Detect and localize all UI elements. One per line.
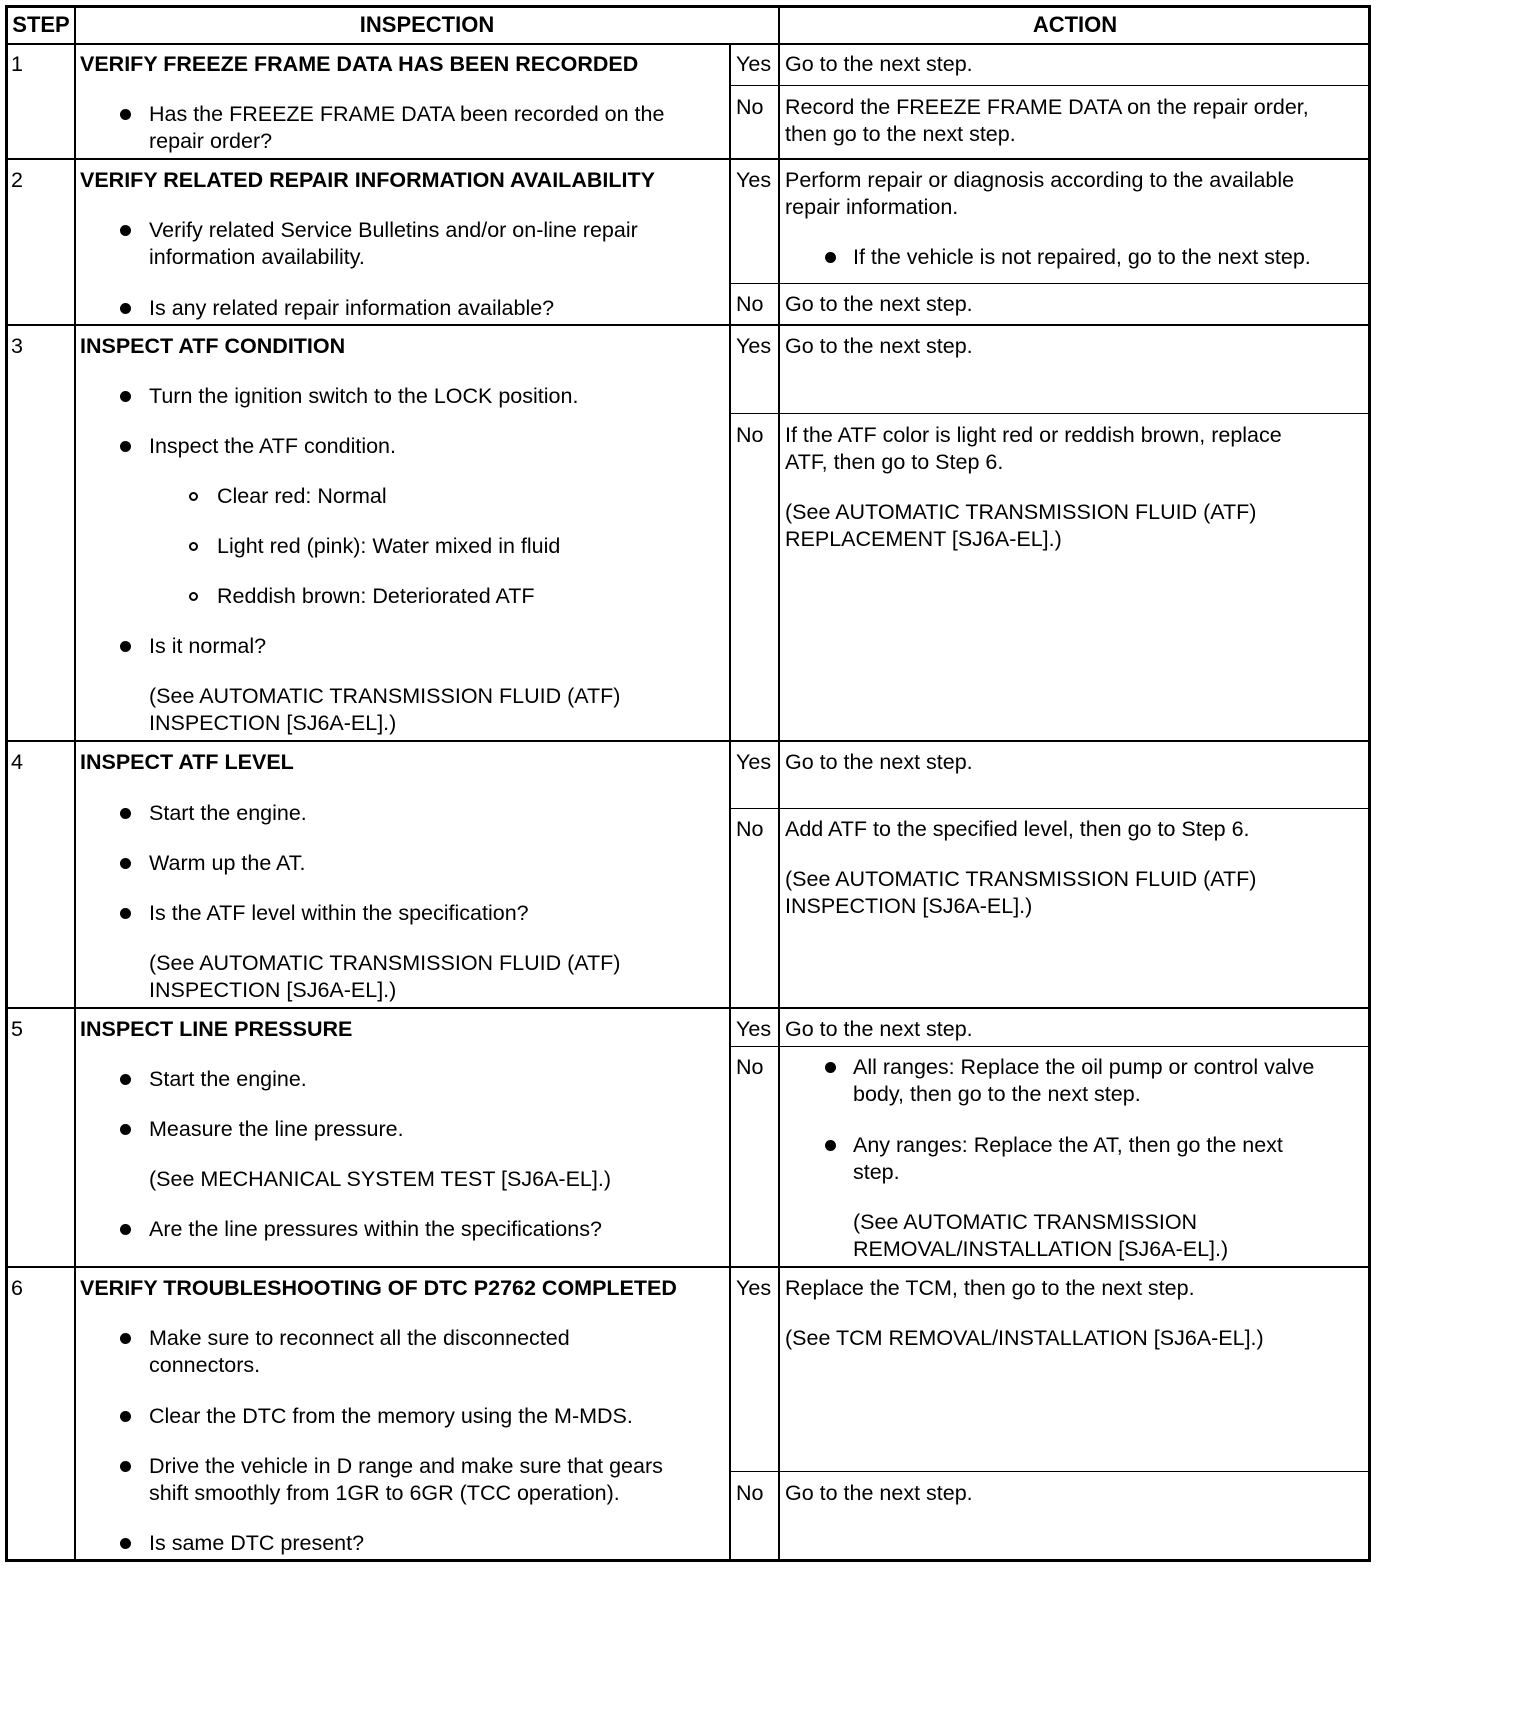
inspection-reference: (See MECHANICAL SYSTEM TEST [SJ6A-EL].) xyxy=(149,1167,611,1191)
header-inspection: INSPECTION xyxy=(359,12,495,37)
col-divider-step xyxy=(74,5,76,1562)
inspection-reference: (See AUTOMATIC TRANSMISSION FLUID (ATF) xyxy=(149,951,621,975)
step-number: 4 xyxy=(11,750,23,774)
step-title: INSPECT LINE PRESSURE xyxy=(80,1017,353,1041)
yes-action: Go to the next step. xyxy=(785,52,973,76)
inspection-item: Inspect the ATF condition. xyxy=(149,434,396,458)
bullet-icon xyxy=(825,252,836,263)
no-label: No xyxy=(736,423,764,447)
yes-label: Yes xyxy=(736,334,772,358)
bullet-icon xyxy=(120,391,131,402)
inspection-item: Start the engine. xyxy=(149,801,307,825)
inspection-item: information availability. xyxy=(149,245,365,269)
yes-label: Yes xyxy=(736,1276,772,1300)
no-action: Go to the next step. xyxy=(785,1481,973,1505)
header-divider xyxy=(5,43,1371,45)
bullet-icon xyxy=(120,109,131,120)
inspection-item: Start the engine. xyxy=(149,1067,307,1091)
step-number: 2 xyxy=(11,168,23,192)
no-action-reference: REPLACEMENT [SJ6A-EL].) xyxy=(785,527,1062,551)
row-divider xyxy=(5,1007,1371,1009)
yes-action-reference: (See TCM REMOVAL/INSTALLATION [SJ6A-EL].) xyxy=(785,1326,1264,1350)
yes-no-divider xyxy=(729,1471,1371,1472)
sub-bullet-icon xyxy=(189,492,198,501)
yes-no-divider xyxy=(729,808,1371,809)
yes-action: Go to the next step. xyxy=(785,334,973,358)
no-action-reference: (See AUTOMATIC TRANSMISSION FLUID (ATF) xyxy=(785,867,1257,891)
no-label: No xyxy=(736,1481,764,1505)
yes-no-divider xyxy=(729,283,1371,284)
step-title: INSPECT ATF LEVEL xyxy=(80,750,294,774)
yes-label: Yes xyxy=(736,168,772,192)
no-label: No xyxy=(736,1055,764,1079)
yes-label: Yes xyxy=(736,52,772,76)
no-action-reference: INSPECTION [SJ6A-EL].) xyxy=(785,894,1033,918)
inspection-item: Is same DTC present? xyxy=(149,1531,365,1555)
row-divider xyxy=(5,158,1371,160)
no-action: Add ATF to the specified level, then go to Step 6. xyxy=(785,817,1250,841)
no-label: No xyxy=(736,292,764,316)
step-title: VERIFY TROUBLESHOOTING OF DTC P2762 COMPLETED xyxy=(80,1276,677,1300)
no-action: body, then go to the next step. xyxy=(853,1082,1141,1106)
bullet-icon xyxy=(120,225,131,236)
inspection-reference: INSPECTION [SJ6A-EL].) xyxy=(149,711,397,735)
header-action: ACTION xyxy=(1032,12,1118,37)
bullet-icon xyxy=(120,1538,131,1549)
step-number: 1 xyxy=(11,52,23,76)
row-divider xyxy=(5,324,1371,326)
bullet-icon xyxy=(120,1074,131,1085)
no-label: No xyxy=(736,817,764,841)
inspection-item: Warm up the AT. xyxy=(149,851,306,875)
col-divider-inspection xyxy=(729,44,731,1562)
bullet-icon xyxy=(825,1140,836,1151)
bullet-icon xyxy=(120,641,131,652)
no-action: Record the FREEZE FRAME DATA on the repair order, xyxy=(785,95,1309,119)
inspection-item: connectors. xyxy=(149,1353,261,1377)
bullet-icon xyxy=(120,808,131,819)
yes-action: If the vehicle is not repaired, go to the next step. xyxy=(853,245,1311,269)
step-number: 3 xyxy=(11,334,23,358)
inspection-subitem: Reddish brown: Deteriorated ATF xyxy=(217,584,535,608)
yes-action: Replace the TCM, then go to the next step. xyxy=(785,1276,1195,1300)
col-divider-action xyxy=(778,5,780,1562)
yes-action: repair information. xyxy=(785,195,959,219)
inspection-reference: INSPECTION [SJ6A-EL].) xyxy=(149,978,397,1002)
step-title: VERIFY RELATED REPAIR INFORMATION AVAILABILITY xyxy=(80,168,655,192)
no-action-reference: (See AUTOMATIC TRANSMISSION FLUID (ATF) xyxy=(785,500,1257,524)
inspection-item: Verify related Service Bulletins and/or on-line repair xyxy=(149,218,638,242)
no-action: Any ranges: Replace the AT, then go the next xyxy=(853,1133,1283,1157)
inspection-item: Is it normal? xyxy=(149,634,267,658)
yes-no-divider xyxy=(729,413,1371,414)
bullet-icon xyxy=(120,1461,131,1472)
step-title: VERIFY FREEZE FRAME DATA HAS BEEN RECORDED xyxy=(80,52,639,76)
bullet-icon xyxy=(120,303,131,314)
step-number: 6 xyxy=(11,1276,23,1300)
inspection-subitem: Light red (pink): Water mixed in fluid xyxy=(217,534,561,558)
yes-label: Yes xyxy=(736,750,772,774)
yes-no-divider xyxy=(729,85,1371,86)
bullet-icon xyxy=(120,858,131,869)
bullet-icon xyxy=(120,1224,131,1235)
no-label: No xyxy=(736,95,764,119)
inspection-item: Drive the vehicle in D range and make sure that gears xyxy=(149,1454,663,1478)
bullet-icon xyxy=(120,908,131,919)
inspection-reference: (See AUTOMATIC TRANSMISSION FLUID (ATF) xyxy=(149,684,621,708)
yes-action: Perform repair or diagnosis according to the available xyxy=(785,168,1295,192)
yes-action: Go to the next step. xyxy=(785,750,973,774)
row-divider xyxy=(5,740,1371,742)
yes-no-divider xyxy=(729,1046,1371,1047)
bullet-icon xyxy=(825,1062,836,1073)
inspection-item: repair order? xyxy=(149,129,273,153)
yes-action: Go to the next step. xyxy=(785,1017,973,1041)
yes-label: Yes xyxy=(736,1017,772,1041)
inspection-item: Has the FREEZE FRAME DATA been recorded on the xyxy=(149,102,665,126)
step-title: INSPECT ATF CONDITION xyxy=(80,334,346,358)
no-action: then go to the next step. xyxy=(785,122,1016,146)
step-number: 5 xyxy=(11,1017,23,1041)
sub-bullet-icon xyxy=(189,592,198,601)
no-action: ATF, then go to Step 6. xyxy=(785,450,1004,474)
inspection-subitem: Clear red: Normal xyxy=(217,484,387,508)
no-action: All ranges: Replace the oil pump or control valve xyxy=(853,1055,1315,1079)
no-action-reference: (See AUTOMATIC TRANSMISSION xyxy=(853,1210,1198,1234)
inspection-item: Is any related repair information available? xyxy=(149,296,555,320)
inspection-item: Clear the DTC from the memory using the M-MDS. xyxy=(149,1404,633,1428)
inspection-item: Is the ATF level within the specification? xyxy=(149,901,529,925)
inspection-item: shift smoothly from 1GR to 6GR (TCC operation). xyxy=(149,1481,620,1505)
bullet-icon xyxy=(120,1333,131,1344)
bullet-icon xyxy=(120,441,131,452)
inspection-item: Are the line pressures within the specifications? xyxy=(149,1217,602,1241)
sub-bullet-icon xyxy=(189,542,198,551)
no-action: If the ATF color is light red or reddish brown, replace xyxy=(785,423,1282,447)
inspection-item: Measure the line pressure. xyxy=(149,1117,404,1141)
no-action: step. xyxy=(853,1160,900,1184)
no-action-reference: REMOVAL/INSTALLATION [SJ6A-EL].) xyxy=(853,1237,1229,1261)
row-divider xyxy=(5,1266,1371,1268)
inspection-item: Make sure to reconnect all the disconnected xyxy=(149,1326,570,1350)
inspection-item: Turn the ignition switch to the LOCK position. xyxy=(149,384,579,408)
bullet-icon xyxy=(120,1124,131,1135)
bullet-icon xyxy=(120,1411,131,1422)
header-step: STEP xyxy=(12,12,70,37)
no-action: Go to the next step. xyxy=(785,292,973,316)
